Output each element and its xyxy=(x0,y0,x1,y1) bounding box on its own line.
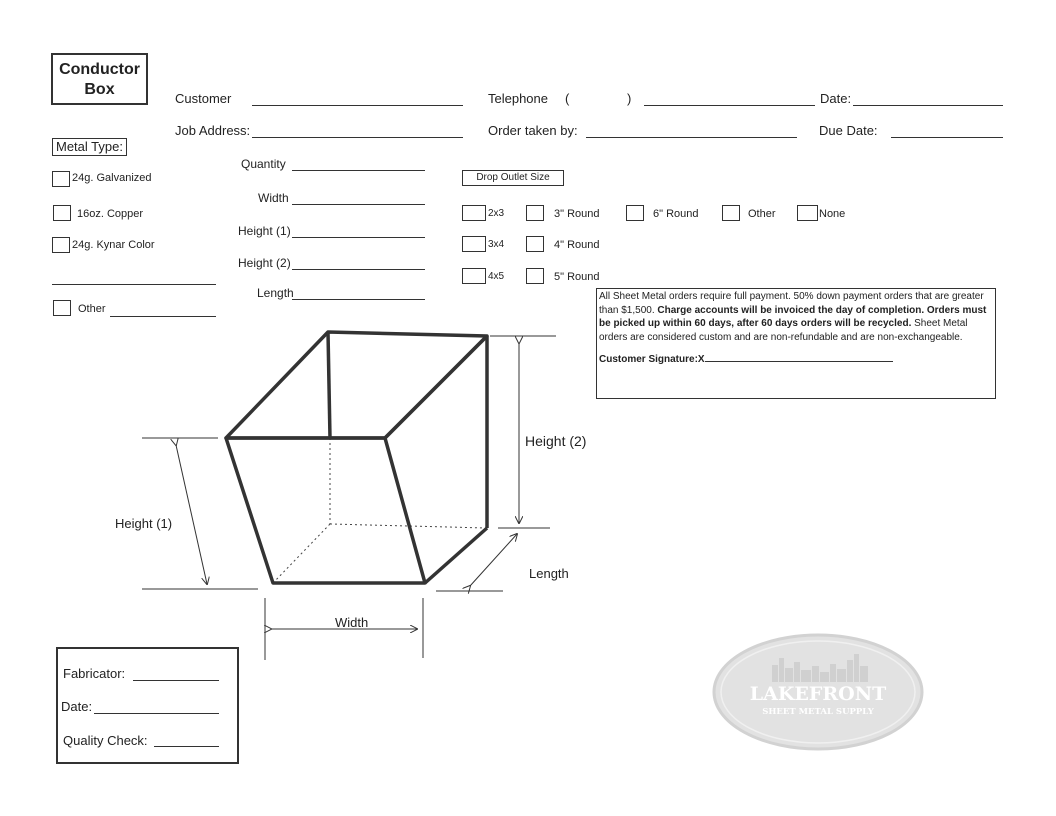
customer-label: Customer xyxy=(175,91,232,106)
box-outline xyxy=(226,332,487,583)
quality-check-field[interactable] xyxy=(154,746,219,747)
terms-text-bold: Charge accounts will be invoiced the day of completion. Orders must be picked up within 60 days, after 60 days orders will be recycled. xyxy=(599,304,987,329)
quantity-label: Quantity xyxy=(241,157,286,171)
copper-label: 16oz. Copper xyxy=(77,208,144,220)
round-5-label: 5" Round xyxy=(554,271,600,283)
diagram-length-label: Length xyxy=(529,566,569,581)
round-4-label: 4" Round xyxy=(554,239,600,251)
round-6-label: 6" Round xyxy=(653,208,699,220)
lakefront-logo xyxy=(712,632,924,752)
size-3x4-label: 3x4 xyxy=(488,239,505,250)
logo-line2: SHEET METAL SUPPLY xyxy=(762,707,874,717)
round-3-label: 3" Round xyxy=(554,208,600,220)
size-2x3-label: 2x3 xyxy=(488,208,505,219)
terms-text-2: Sheet Metal orders are considered custom and are non-refundable and are non-exchangeable. xyxy=(599,318,968,343)
form-title-line1: Conductor xyxy=(59,61,140,78)
order-taken-label: Order taken by: xyxy=(488,123,578,138)
galvanized-label: 24g. Galvanized xyxy=(72,172,152,184)
logo-line1: LAKEFRONT xyxy=(749,683,887,705)
length-label: Length xyxy=(257,286,294,300)
dimension-lines xyxy=(142,336,556,660)
date-label: Date: xyxy=(820,91,852,106)
terms-text-1: All Sheet Metal orders require full payment. 50% down payment orders that are greater than $1,500. xyxy=(599,291,984,316)
fabricator-label: Fabricator: xyxy=(63,666,126,681)
fab-date-label: Date: xyxy=(61,699,93,714)
metal-type-heading: Metal Type: xyxy=(52,138,127,156)
fabricator-field[interactable] xyxy=(133,680,219,681)
signature-label: Customer Signature:X xyxy=(599,354,705,365)
width-label: Width xyxy=(258,191,289,205)
form-title-line2: Box xyxy=(84,81,115,98)
telephone-close-paren: ) xyxy=(627,91,632,106)
height2-label: Height (2) xyxy=(238,256,291,270)
height1-label: Height (1) xyxy=(238,224,291,238)
telephone-label: Telephone xyxy=(488,91,548,106)
job-address-label: Job Address: xyxy=(175,123,251,138)
size-4x5-label: 4x5 xyxy=(488,271,505,282)
outlet-other-label: Other xyxy=(748,208,776,220)
other-metal-label: Other xyxy=(78,303,106,315)
outlet-none-label: None xyxy=(819,208,846,220)
quality-check-label: Quality Check: xyxy=(63,733,148,748)
diagram-height2-label: Height (2) xyxy=(525,433,587,449)
drop-outlet-heading: Drop Outlet Size xyxy=(462,170,564,186)
due-date-label: Due Date: xyxy=(819,123,878,138)
box-hidden-edges xyxy=(273,438,487,583)
diagram-width-label: Width xyxy=(335,615,369,630)
diagram-height1-label: Height (1) xyxy=(115,516,173,531)
telephone-open-paren: ( xyxy=(565,91,570,106)
kynar-label: 24g. Kynar Color xyxy=(72,239,155,251)
fab-date-field[interactable] xyxy=(94,713,219,714)
